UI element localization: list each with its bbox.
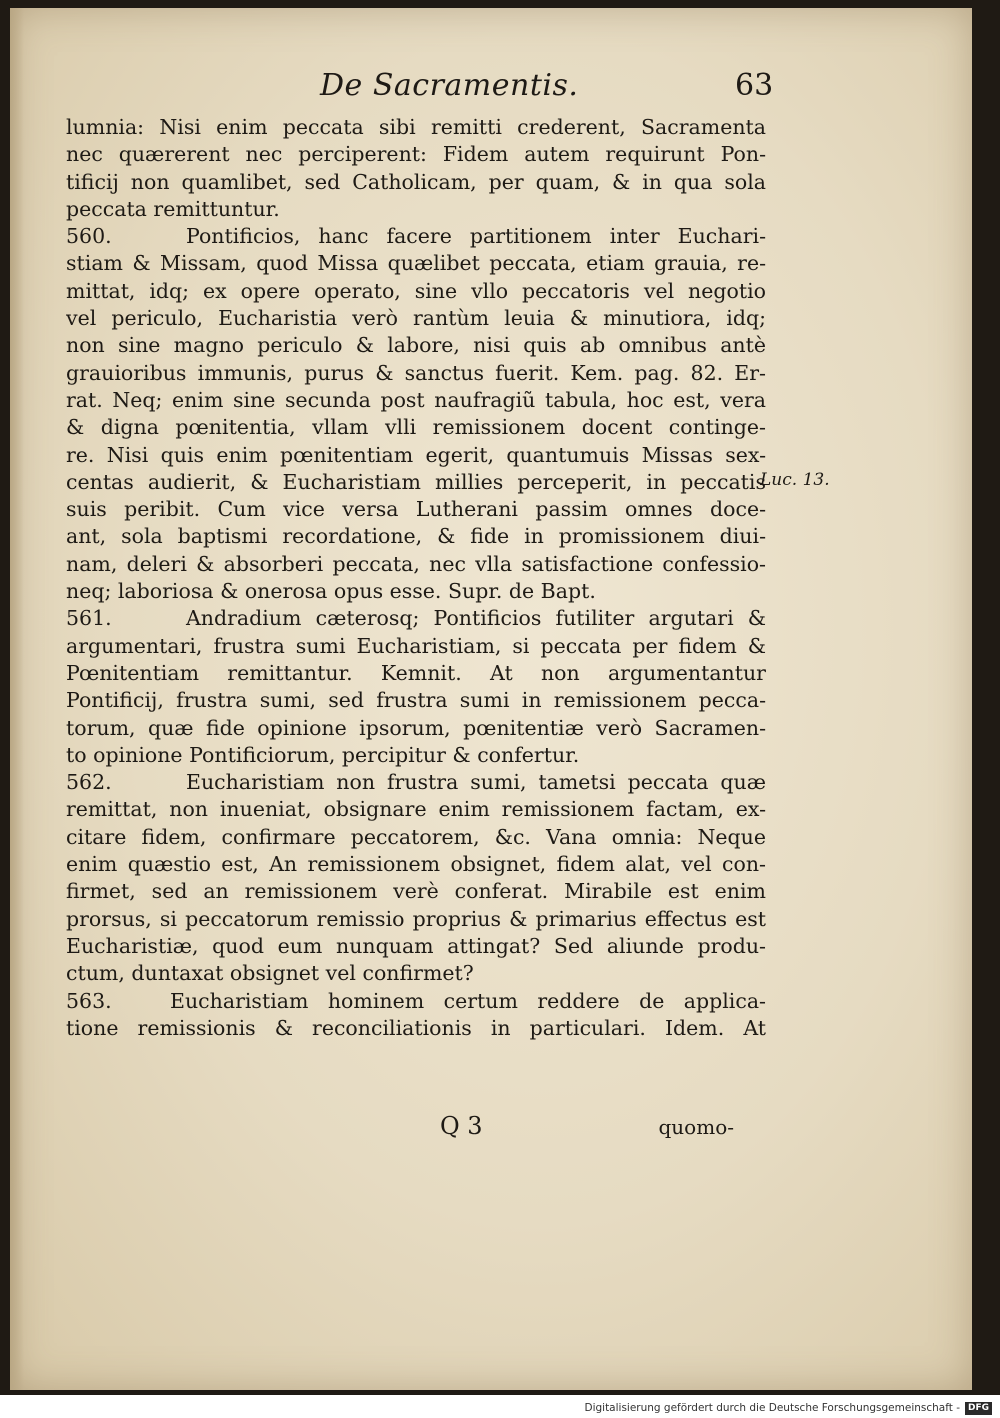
text-line: neq; laboriosa & onerosa opus esse. Supr. de Bapt. bbox=[66, 579, 596, 604]
text-line: ctum, duntaxat obsignet vel confirmet? bbox=[66, 961, 474, 986]
paragraph-number: 561. bbox=[66, 606, 112, 631]
text-line: Pœnitentiam remittantur. Kemnit. At non argumentantur bbox=[66, 660, 766, 685]
dfg-logo: DFG bbox=[965, 1402, 992, 1415]
text-line: remittat, non inueniat, obsignare enim remissionem factam, ex- bbox=[66, 797, 766, 822]
text-line: re. Nisi quis enim pœnitentiam egerit, quantumuis Missas sex- bbox=[66, 442, 766, 467]
text-line: Eucharistiæ, quod eum nunquam attingat? Sed aliunde produ- bbox=[66, 933, 766, 958]
text-line: nam, deleri & absorberi peccata, nec vlla satisfactione confessio- bbox=[66, 551, 766, 576]
text-line: Andradium cæterosq; Pontificios futiliter argutari & bbox=[186, 606, 766, 631]
paragraph-563-first-line bbox=[66, 988, 766, 1015]
text-line: tione remissionis & reconciliationis in particulari. Idem. At bbox=[66, 1015, 766, 1040]
text-line: tificij non quamlibet, sed Catholicam, per quam, & in qua sola bbox=[66, 169, 766, 194]
text-line: lumnia: Nisi enim peccata sibi remitti crederent, Sacramenta bbox=[66, 115, 766, 139]
margin-note: Luc. 13. bbox=[760, 470, 830, 490]
paragraph-560-first-line bbox=[66, 223, 766, 250]
page-number: 63 bbox=[735, 68, 774, 103]
paragraph-number: 562. bbox=[66, 770, 112, 795]
text-line: rat. Neq; enim sine secunda post naufragiũ tabula, hoc est, vera bbox=[66, 387, 766, 412]
text-line: non sine magno periculo & labore, nisi quis ab omnibus antè bbox=[66, 333, 766, 358]
body-text bbox=[66, 114, 766, 1042]
text-line: argumentari, frustra sumi Eucharistiam, si peccata per fidem & bbox=[66, 633, 766, 658]
text-line: Eucharistiam non frustra sumi, tametsi peccata quæ bbox=[186, 770, 766, 795]
text-line: vel periculo, Eucharistia verò rantùm leuia & minutiora, idq; bbox=[66, 306, 766, 331]
text-line: peccata remittuntur. bbox=[66, 196, 280, 221]
text-line: prorsus, si peccatorum remissio proprius & primarius effectus est bbox=[66, 906, 766, 931]
text-line: citare fidem, confirmare peccatorem, &c. Vana omnia: Neque bbox=[66, 824, 766, 849]
text-line: & digna pœnitentia, vllam vlli remissionem docent continge- bbox=[66, 415, 766, 440]
text-line: suis peribit. Cum vice versa Lutherani passim omnes doce- bbox=[66, 497, 766, 522]
signature-mark: Q 3 bbox=[440, 1112, 483, 1140]
page-gutter-edge bbox=[10, 8, 24, 1390]
text-line: mittat, idq; ex opere operato, sine vllo peccatoris vel negotio bbox=[66, 278, 766, 303]
footer-credit: Digitalisierung gefördert durch die Deutsche Forschungsgemeinschaft - bbox=[584, 1402, 960, 1414]
text-line: enim quæstio est, An remissionem obsignet, fidem alat, vel con- bbox=[66, 852, 766, 877]
paragraph-number: 560. bbox=[66, 224, 112, 249]
text-line: ant, sola baptismi recordatione, & fide in promissionem diui- bbox=[66, 524, 766, 549]
text-line: torum, quæ fide opinione ipsorum, pœnitentiæ verò Sacramen- bbox=[66, 715, 766, 740]
text-line: Pontificios, hanc facere partitionem inter Euchari- bbox=[186, 224, 766, 249]
running-head: De Sacramentis. bbox=[320, 68, 579, 103]
text-line: to opinione Pontificiorum, percipitur & confertur. bbox=[66, 742, 580, 767]
text-line: centas audierit, & Eucharistiam millies perceperit, in peccatis bbox=[66, 469, 766, 494]
catchword: quomo- bbox=[658, 1115, 734, 1139]
text-line: firmet, sed an remissionem verè conferat. Mirabile est enim bbox=[66, 879, 766, 904]
paragraph-561-first-line bbox=[66, 605, 766, 632]
text-line: grauioribus immunis, purus & sanctus fuerit. Kem. pag. 82. Er- bbox=[66, 360, 766, 385]
text-line: stiam & Missam, quod Missa quælibet peccata, etiam grauia, re- bbox=[66, 251, 766, 276]
text-line: Pontificij, frustra sumi, sed frustra sumi in remissionem pecca- bbox=[66, 688, 766, 713]
text-line: nec quærerent nec perciperent: Fidem autem requirunt Pon- bbox=[66, 142, 766, 167]
paragraph-number: 563. bbox=[66, 988, 112, 1013]
paragraph-562-first-line bbox=[66, 769, 766, 796]
text-line: Eucharistiam hominem certum reddere de applica- bbox=[170, 988, 766, 1013]
